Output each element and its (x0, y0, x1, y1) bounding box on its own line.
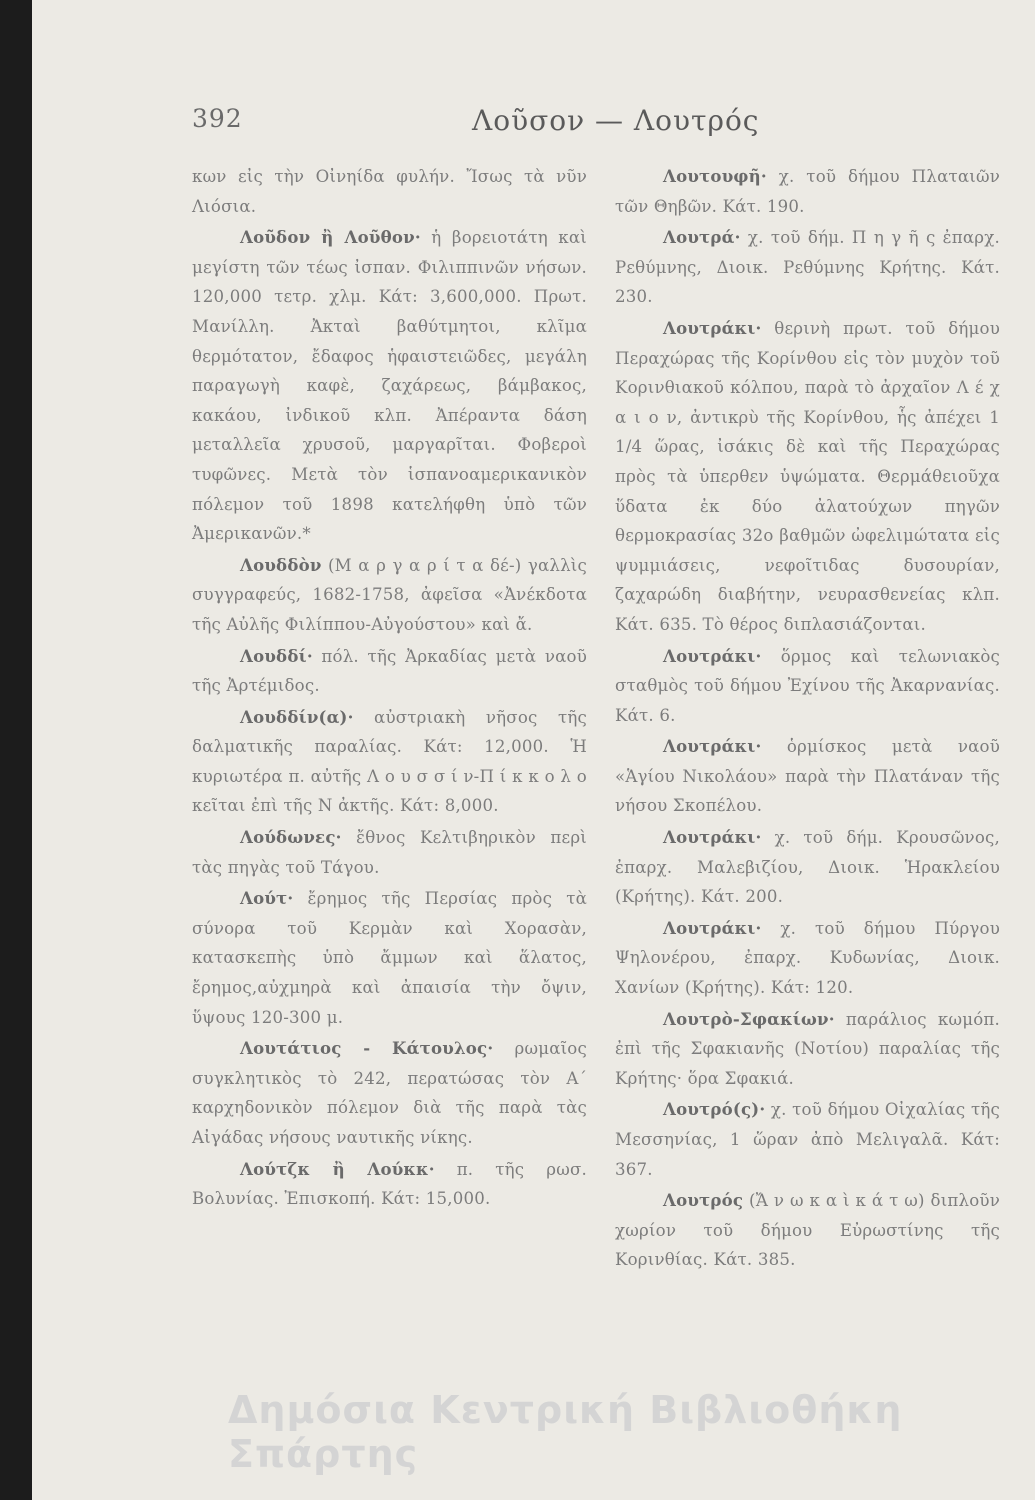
entry-text: αὐστριακὴ νῆσος τῆς δαλματικῆς παραλίας. Κάτ: 12,000. Ἡ κυριωτέρα π. αὐτῆς Λ ο υ σ σ ί ν-Π ί κ κ ο λ ο κεῖται ἐπὶ τῆς Ν ἀκτῆς. Κάτ: 8,000. (192, 707, 587, 816)
running-head: Λοῦσον — Λουτρός (472, 104, 760, 137)
entry-text: (Μ α ρ γ α ρ ί τ α δέ-) γαλλὶς συγγραφεύς, 1682-1758, ἀφεῖσα «Ἀνέκδοτα τῆς Αὐλῆς Φιλίππου-Αὐγούστου» καὶ ἄ. (192, 555, 587, 634)
dictionary-entry (615, 732, 1000, 821)
dictionary-entry (192, 703, 587, 821)
library-watermark: Δημόσια Κεντρική Βιβλιοθήκη Σπάρτης (228, 1388, 903, 1476)
dictionary-entry (615, 1095, 1000, 1184)
entry-headword: Λουτρός (663, 1190, 744, 1211)
dictionary-entry (615, 162, 1000, 221)
entry-headword: Λοῦδον ἢ Λοῦθον· (240, 227, 421, 248)
entry-headword: Λουτράκι· (663, 645, 762, 666)
dictionary-entry (192, 642, 587, 701)
dictionary-entry (615, 314, 1000, 640)
entry-headword: Λούτζκ ἢ Λούκκ· (240, 1158, 435, 1179)
entry-headword: Λουτράκι· (663, 317, 762, 338)
entry-headword: Λουτρά· (663, 227, 741, 248)
entry-text: χ. τοῦ δήμ. Π η γ ῆ ς ἐπαρχ. Ρεθύμνης, Διοικ. Ρεθύμνης Κρήτης. Κάτ. 230. (615, 228, 1000, 307)
dictionary-entry (192, 162, 587, 221)
entry-text: ἡ βορειοτάτη καὶ μεγίστη τῶν τέως ἰσπαν. Φιλιππινῶν νήσων. 120,000 τετρ. χλμ. Κάτ: 3,600,000. Πρωτ. Μανίλλη. Ἀκταὶ βαθύτμητοι, κλῖμα θερμότατον, ἔδαφος ἡφαιστειῶδες, μεγάλη παραγωγὴ καφὲ, ζαχάρεως, βάμβακος, κακάου, ἰνδικοῦ κλπ. Ἀπέραντα δάση μεταλλεῖα χρυσοῦ, μαργαρῖται. Φοβεροὶ τυφῶνες. Μετὰ τὸν ἱσπανοαμερικανικὸν πόλεμον τοῦ 1898 κατελήφθη ὑπὸ τῶν Ἀμερικανῶν.* (192, 228, 587, 544)
entry-text: ἔθνος Κελτιβηρικὸν περὶ τὰς πηγὰς τοῦ Τάγου. (192, 828, 587, 877)
entry-text: ἔρημος τῆς Περσίας πρὸς τὰ σύνορα τοῦ Κερμὰν καὶ Χορασὰν, κατασκεπὴς ὑπὸ ἄμμων καὶ ἅλατος, ἔρημος,αὐχμηρὰ καὶ ἀπαισία τὴν ὄψιν, ὕψους 120-300 μ. (192, 889, 587, 1027)
entry-headword: Λουτρὸ-Σφακίων· (663, 1008, 835, 1029)
entry-text: ρωμαῖος συγκλητικὸς τὸ 242, περατώσας τὸν Α΄ καρχηδονικὸν πόλεμον διὰ τῆς παρὰ τὰς Αἰγάδας νήσους ναυτικῆς νίκης. (192, 1039, 587, 1147)
entry-text: παράλιος κωμόπ. ἐπὶ τῆς Σφακιανῆς (Νοτίου) παραλίας τῆς Κρήτης· ὅρα Σφακιά. (615, 1009, 1000, 1088)
dictionary-entry (615, 223, 1000, 312)
entry-text: χ. τοῦ δήμου Πλαταιῶν τῶν Θηβῶν. Κάτ. 190. (615, 167, 1000, 216)
book-page (32, 0, 1035, 1500)
entry-headword: Λουδδί· (240, 645, 313, 666)
entry-text: ὅρμος καὶ τελωνιακὸς σταθμὸς τοῦ δήμου Ἐχίνου τῆς Ἀκαρνανίας. Κάτ. 6. (615, 646, 1000, 725)
entry-text: ὁρμίσκος μετὰ ναοῦ «Ἁγίου Νικολάου» παρὰ τὴν Πλατάναν τῆς νήσου Σκοπέλου. (615, 737, 1000, 816)
entry-text: πόλ. τῆς Ἀρκαδίας μετὰ ναοῦ τῆς Ἀρτέμιδος. (192, 646, 587, 696)
dictionary-entry (615, 914, 1000, 1003)
entry-headword: Λουδδίν(α)· (240, 706, 354, 727)
entry-text: π. τῆς ρωσ. Βολυνίας. Ἐπισκοπή. Κάτ: 15,000. (192, 1159, 587, 1209)
entry-headword: Λουτράκι· (663, 827, 762, 848)
dictionary-entry (192, 551, 587, 640)
entry-headword: Λουτρό(ς)· (663, 1099, 766, 1120)
entry-headword: Λούδωνες· (240, 827, 342, 848)
entry-text: χ. τοῦ δήμ. Κρουσῶνος, ἐπαρχ. Μαλεβιζίου, Διοικ. Ἡρακλείου (Κρήτης). Κάτ. 200. (615, 828, 1000, 907)
entry-headword: Λουτράκι· (663, 736, 762, 757)
dictionary-entry (615, 1186, 1000, 1275)
dictionary-entry (615, 1005, 1000, 1094)
dictionary-entry (615, 642, 1000, 731)
dictionary-entry (192, 1034, 587, 1152)
entry-headword: Λούτ· (240, 888, 294, 909)
entry-headword: Λουτουφῆ· (663, 166, 767, 186)
dictionary-entry (192, 823, 587, 882)
entry-headword: Λουτάτιος - Κάτουλος· (240, 1038, 494, 1059)
entry-text: (Ἄ ν ω κ α ὶ κ ά τ ω) διπλοῦν χωρίον τοῦ δήμου Εὐρωστίνης τῆς Κορινθίας. Κάτ. 385. (615, 1191, 1000, 1270)
dictionary-entry (192, 884, 587, 1032)
right-column (615, 162, 1000, 1277)
entry-headword: Λουδδὸν (240, 554, 322, 575)
entry-text: θερινὴ πρωτ. τοῦ δήμου Περαχώρας τῆς Κορίνθου εἰς τὸν μυχὸν τοῦ Κορινθιακοῦ κόλπου, παρὰ τὸ ἀρχαῖον Λ έ χ α ι ο ν, ἀντικρὺ τῆς Κορίνθου, ἧς ἀπέχει 1 1/4 ὥρας, ἰσάκις δὲ καὶ τῆς Περαχώρας πρὸς τὰ ὑπερθεν ὑψώματα. Θερμάθειοῦχα ὕδατα ἐκ δύο ἀλατούχων πηγῶν θερμοκρασίας 32ο βαθμῶν ὠφελιμώτατα εἰς ψυμμιάσεις, νεφοῖτιδας δυσουρίαν, ζαχαρώδη διαβήτην, νευρασθενείας κλπ. Κάτ. 635. Τὸ θέρος διπλασιάζονται. (615, 318, 1000, 634)
left-column (192, 162, 587, 1216)
page-number: 392 (192, 104, 243, 133)
entry-text: κων εἰς τὴν Οἰνηίδα φυλήν. Ἴσως τὰ νῦν Λιόσια. (192, 167, 587, 216)
dictionary-entry (192, 1155, 587, 1214)
entry-text: χ. τοῦ δήμου Πύργου Ψηλονέρου, ἐπαρχ. Κυδωνίας, Διοικ. Χανίων (Κρήτης). Κάτ: 120. (615, 918, 1000, 998)
dictionary-entry (615, 823, 1000, 912)
entry-text: χ. τοῦ δήμου Οἰχαλίας τῆς Μεσσηνίας, 1 ὥραν ἀπὸ Μελιγαλᾶ. Κάτ: 367. (615, 1100, 1000, 1179)
entry-headword: Λουτράκι· (663, 917, 762, 938)
dictionary-entry (192, 223, 587, 549)
